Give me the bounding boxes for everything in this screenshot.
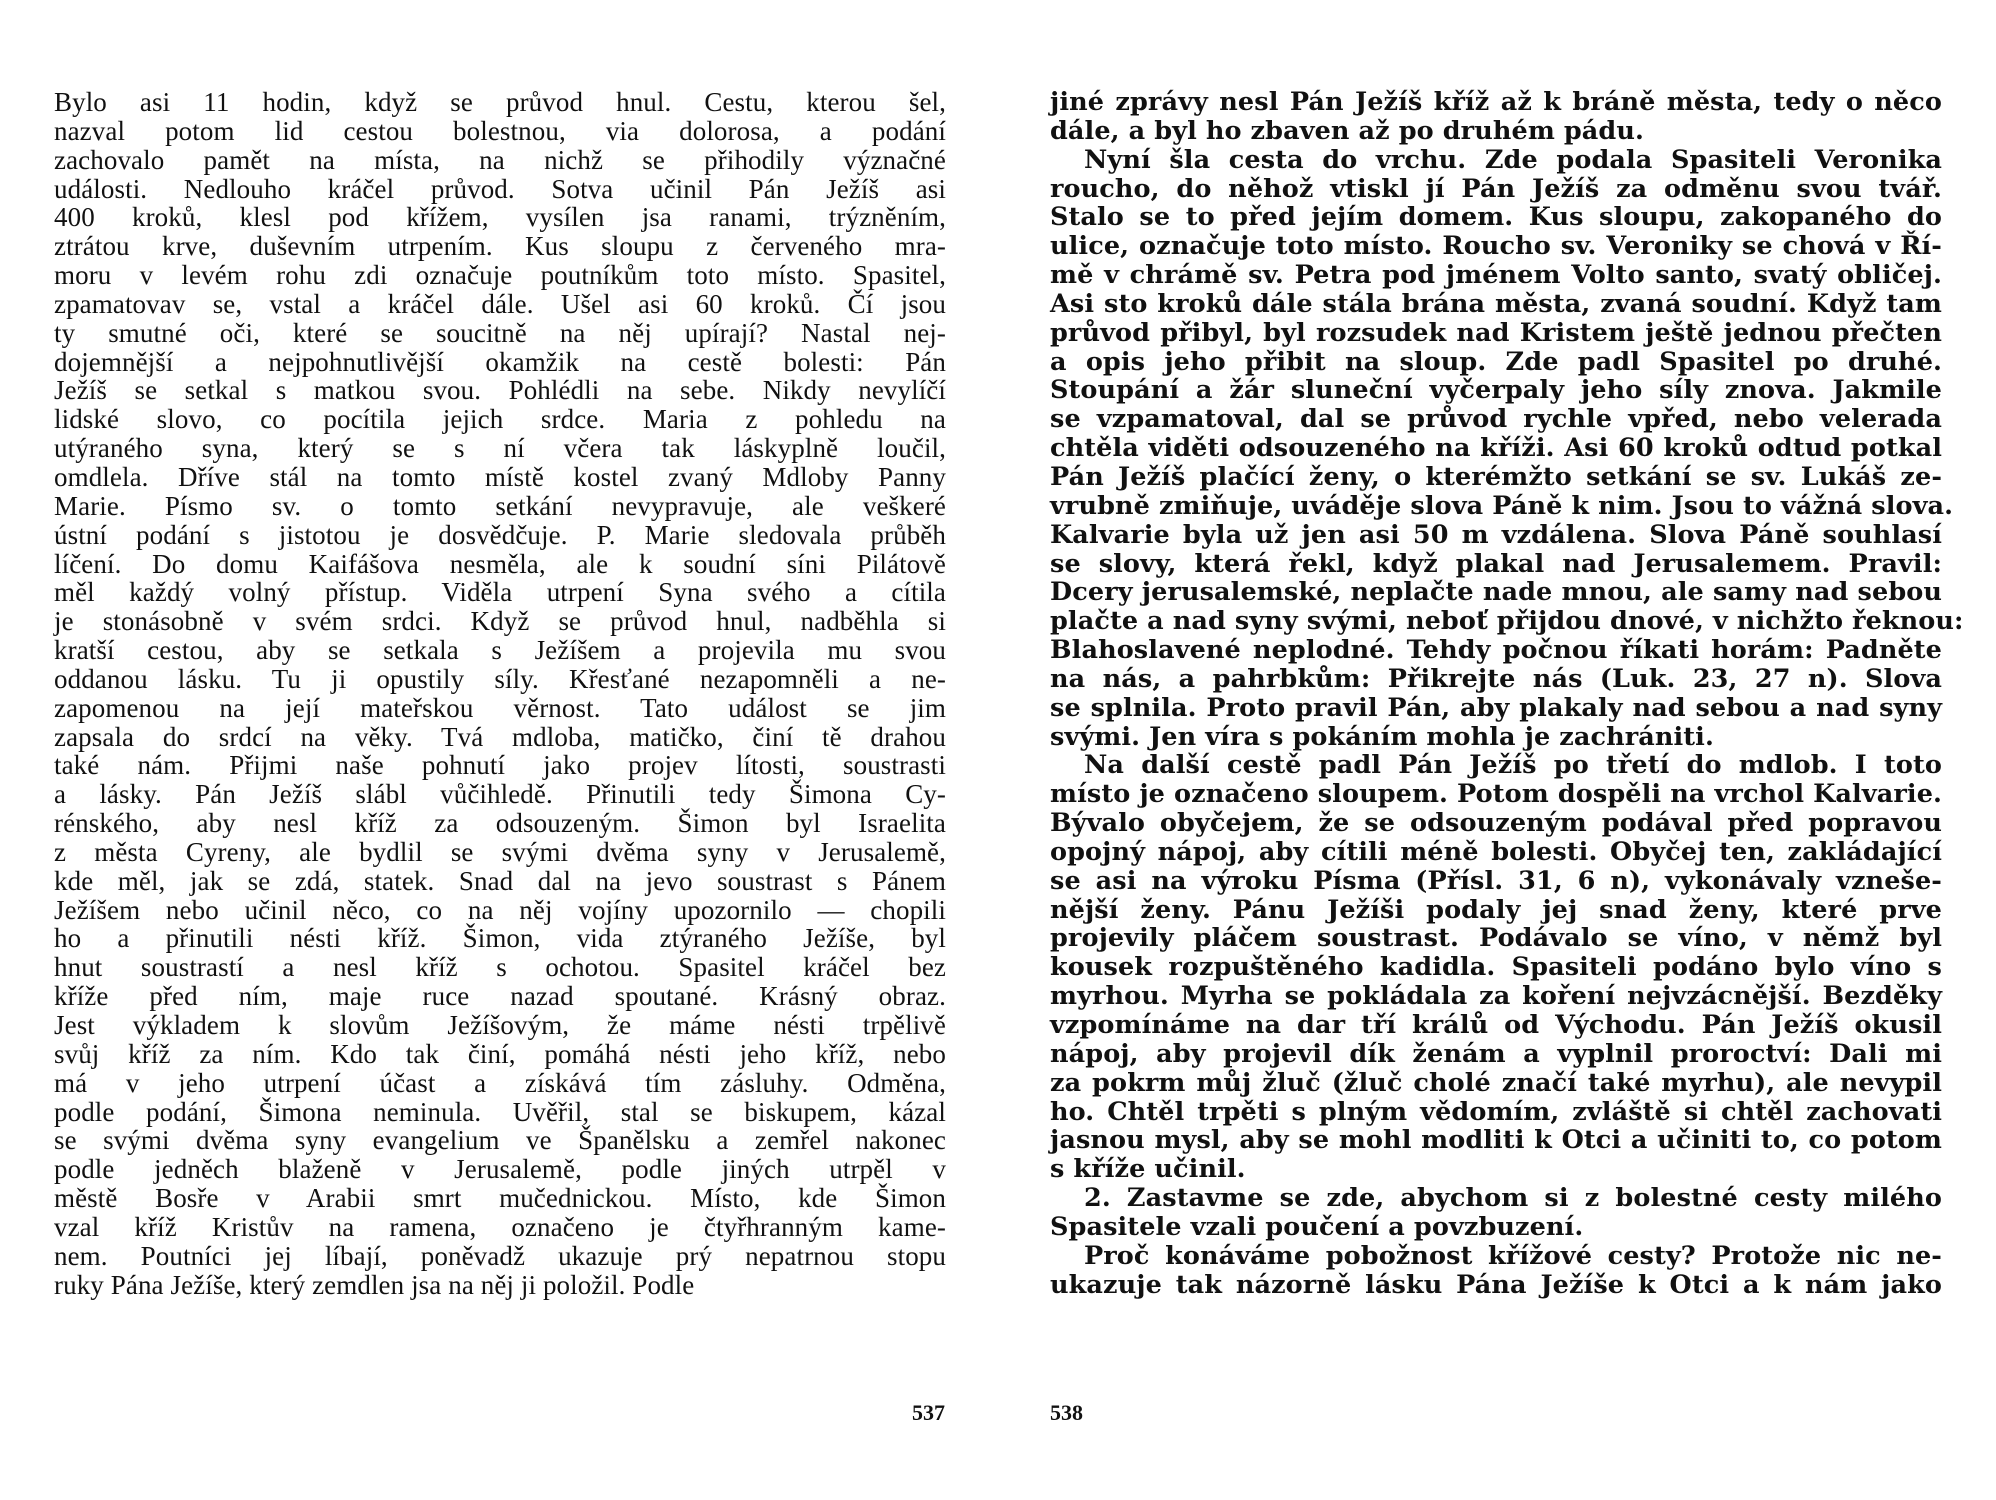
text-line: události. Nedlouho kráčel průvod. Sotva učinil Pán Ježíš asi xyxy=(54,173,946,204)
text-line: Proč konáváme pobožnost křížové cesty? Protože nic ne- xyxy=(1084,1240,1942,1271)
text-line: ho a přinutili nésti kříž. Šimon, vida ztýraného Ježíše, byl xyxy=(54,923,946,954)
text-line: se splnila. Proto pravil Pán, aby plakaly nad sebou a nad syny xyxy=(1050,692,1942,723)
text-line: kříže před ním, maje ruce nazad spoutané. Krásný obraz. xyxy=(54,981,946,1012)
text-line: utýraného syna, který se s ní včera tak láskyplně loučil, xyxy=(54,433,946,464)
text-line: ho. Chtěl trpěti s plným vědomím, zvláště si chtěl zachovati xyxy=(1050,1096,1942,1127)
left-page-text xyxy=(54,88,946,1299)
text-line: 2. Zastavme se zde, abychom si z bolestné cesty milého xyxy=(1084,1183,1942,1214)
text-line: jasnou mysl, aby se mohl modliti k Otci a učiniti to, co potom xyxy=(1050,1125,1942,1156)
text-line: Bývalo obyčejem, že se odsouzeným podával před popravou xyxy=(1050,808,1942,839)
text-line: moru v levém rohu zdi označuje poutníkům toto místo. Spasitel, xyxy=(54,260,946,291)
text-line: zapomenou na její mateřskou věrnost. Tato událost se jim xyxy=(54,692,946,723)
text-line: Ježíš se setkal s matkou svou. Pohlédli na sebe. Nikdy nevylíčí xyxy=(54,375,946,406)
text-line: místo je označeno sloupem. Potom dospěli na vrchol Kalvarie. xyxy=(1050,779,1942,810)
text-line: svými. Jen víra s pokáním mohla je zachrániti. xyxy=(1050,721,1714,752)
text-line: mě v chrámě sv. Petra pod jménem Volto santo, svatý obličej. xyxy=(1050,260,1942,291)
text-line: Na další cestě padl Pán Ježíš po třetí do mdlob. I toto xyxy=(1084,750,1942,781)
text-line: nem. Poutníci jej líbají, poněvadž ukazuje prý nepatrnou stopu xyxy=(54,1240,946,1271)
text-line: ukazuje tak názorně lásku Pána Ježíše k Otci a k nám jako xyxy=(1050,1269,1942,1300)
text-line: Stalo se to před jejím domem. Kus sloupu, zakopaného do xyxy=(1050,202,1942,233)
text-line: měl každý volný přístup. Viděla utrpení Syna svého a cítila xyxy=(54,577,946,608)
text-line: kde měl, jak se zdá, statek. Snad dal na jevo soustrast s Pánem xyxy=(54,865,946,896)
text-line: s kříže učinil. xyxy=(1050,1154,1246,1185)
text-line: myrhou. Myrha se pokládala za koření nejvzácnější. Bezděky xyxy=(1050,981,1942,1012)
text-line: hnut soustrastí a nesl kříž s ochotou. Spasitel kráčel bez xyxy=(54,952,946,983)
text-line: také nám. Přijmi naše pohnutí jako projev lítosti, soustrasti xyxy=(54,750,946,781)
text-line: nější ženy. Pánu Ježíši podaly jej snad ženy, které prve xyxy=(1050,894,1942,925)
text-line: ruky Pána Ježíše, který zemdlen jsa na něj ji položil. Podle xyxy=(54,1269,695,1300)
text-line: Nyní šla cesta do vrchu. Zde podala Spasiteli Veronika xyxy=(1084,144,1942,175)
text-line: opojný nápoj, aby cítili méně bolesti. Obyčej ten, zakládající xyxy=(1050,836,1942,867)
text-line: líčení. Do domu Kaifášova nesměla, ale k soudní síni Pilátově xyxy=(54,548,946,579)
text-line: Jest výkladem k slovům Ježíšovým, že máme nésti trpělivě xyxy=(54,1010,946,1040)
text-line: a lásky. Pán Ježíš slábl vůčihledě. Přinutili tedy Šimona Cy- xyxy=(54,779,946,810)
text-line: Dcery jerusalemské, neplačte nade mnou, ale samy nad sebou xyxy=(1050,577,1942,608)
text-line: rénského, aby nesl kříž za odsouzeným. Šimon byl Israelita xyxy=(54,808,946,839)
text-line: průvod přibyl, byl rozsudek nad Kristem ještě jednou přečten xyxy=(1050,317,1942,348)
text-line: Ježíšem nebo učinil něco, co na něj vojíny upozornilo — chopili xyxy=(54,894,946,925)
text-line: Stoupání a žár sluneční vyčerpaly jeho síly znova. Jakmile xyxy=(1050,375,1942,406)
text-line: zapsala do srdcí na věky. Tvá mdloba, matičko, činí tě drahou xyxy=(54,721,946,752)
text-line: a opis jeho přibit na sloup. Zde padl Spasitel po druhé. xyxy=(1050,346,1942,377)
text-line: kousek rozpuštěného kadidla. Spasiteli podáno bylo víno s xyxy=(1050,952,1942,983)
text-line: podle jedněch blaženě v Jerusalemě, podle jiných utrpěl v xyxy=(54,1154,946,1185)
text-line: má v jeho utrpení účast a získává tím zásluhy. Odměna, xyxy=(54,1067,946,1098)
text-line: ztrátou krve, duševním utrpením. Kus sloupu z červeného mra- xyxy=(54,231,946,262)
text-line: městě Bosře v Arabii smrt mučednickou. Místo, kde Šimon xyxy=(54,1183,946,1214)
text-line: jiné zprávy nesl Pán Ježíš kříž až k bráně města, tedy o něco xyxy=(1050,87,1942,117)
right-page xyxy=(998,0,1996,1500)
text-line: podle podání, Šimona neminula. Uvěřil, stal se biskupem, kázal xyxy=(54,1096,946,1127)
text-line: lidské slovo, co pocítila jejich srdce. Maria z pohledu na xyxy=(54,404,946,435)
text-line: ty smutné oči, které se soucitně na něj upírají? Nastal nej- xyxy=(54,317,946,348)
text-line: zpamatovav se, vstal a kráčel dále. Ušel asi 60 kroků. Čí jsou xyxy=(54,288,946,319)
text-line: Spasitele vzali poučení a povzbuzení. xyxy=(1050,1211,1584,1242)
right-page-text xyxy=(1050,87,1964,1300)
text-line: se asi na výroku Písma (Přísl. 31, 6 n), vykonávaly vzneše- xyxy=(1050,865,1942,896)
text-line: je stonásobně v svém srdci. Když se průvod hnul, nadběhla si xyxy=(54,606,946,637)
text-line: dojemnější a nejpohnutlivější okamžik na cestě bolesti: Pán xyxy=(54,346,946,377)
text-line: na nás, a pahrbkům: Přikrejte nás (Luk. 23, 27 n). Slova xyxy=(1050,663,1942,694)
text-line: Asi sto kroků dále stála brána města, zvaná soudní. Když tam xyxy=(1050,288,1942,319)
text-line: plačte a nad syny svými, neboť přijdou dnové, v nichžto řeknou: xyxy=(1050,606,1964,637)
text-line: Pán Ježíš plačící ženy, o kterémžto setkání se sv. Lukáš ze- xyxy=(1050,461,1942,492)
text-line: Kalvarie byla už jen asi 50 m vzdálena. Slova Páně souhlasí xyxy=(1050,519,1942,550)
text-line: vrubně zmiňuje, uváděje slova Páně k nim. Jsou to vážná slova. xyxy=(1050,490,1954,521)
text-line: zachovalo pamět na místa, na nichž se přihodily význačné xyxy=(54,144,946,175)
text-line: nazval potom lid cestou bolestnou, via dolorosa, a podání xyxy=(54,115,946,146)
text-line: projevily pláčem soustrast. Podávalo se víno, v němž byl xyxy=(1050,923,1942,954)
text-line: se vzpamatoval, dal se průvod rychle vpřed, nebo velerada xyxy=(1050,404,1942,435)
text-line: dále, a byl ho zbaven až po druhém pádu. xyxy=(1050,115,1644,146)
page-number: 538 xyxy=(1050,1400,1083,1425)
text-line: oddanou lásku. Tu ji opustily síly. Křesťané nezapomněli a ne- xyxy=(54,663,946,694)
text-line: Bylo asi 11 hodin, když se průvod hnul. Cestu, kterou šel, xyxy=(54,87,946,117)
text-line: Marie. Písmo sv. o tomto setkání nevypravuje, ale veškeré xyxy=(54,490,946,521)
text-line: ulice, označuje toto místo. Roucho sv. Veroniky se chová v Ří- xyxy=(1050,231,1942,262)
text-line: kratší cestou, aby se setkala s Ježíšem a projevila mu svou xyxy=(54,635,946,666)
text-line: roucho, do něhož vtiskl jí Pán Ježíš za odměnu svou tvář. xyxy=(1050,173,1942,204)
text-line: omdlela. Dříve stál na tomto místě kostel zvaný Mdloby Panny xyxy=(54,461,946,492)
text-line: nápoj, aby projevil dík ženám a vyplnil proroctví: Dali mi xyxy=(1050,1038,1942,1069)
text-line: vzal kříž Kristův na ramena, označeno je čtyřhranným kame- xyxy=(54,1211,946,1242)
text-line: se slovy, která řekl, když plakal nad Jerusalemem. Pravil: xyxy=(1050,548,1942,579)
text-line: z města Cyreny, ale bydlil se svými dvěma syny v Jerusalemě, xyxy=(54,836,946,867)
text-line: se svými dvěma syny evangelium ve Španělsku a zemřel nakonec xyxy=(54,1125,946,1156)
text-line: svůj kříž za ním. Kdo tak činí, pomáhá nésti jeho kříž, nebo xyxy=(54,1038,946,1069)
page-number: 537 xyxy=(912,1400,945,1425)
text-line: vzpomínáme na dar tří králů od Východu. Pán Ježíš okusil xyxy=(1050,1010,1942,1040)
text-line: za pokrm můj žluč (žluč cholé značí také myrhu), ale nevypil xyxy=(1050,1067,1942,1098)
text-line: Blahoslavené neplodné. Tehdy počnou říkati horám: Padněte xyxy=(1050,635,1942,666)
text-line: ústní podání s jistotou je dosvědčuje. P. Marie sledovala průběh xyxy=(54,519,946,550)
text-line: chtěla viděti odsouzeného na kříži. Asi 60 kroků odtud potkal xyxy=(1050,433,1942,464)
text-line: 400 kroků, klesl pod křížem, vysílen jsa ranami, trýzněním, xyxy=(54,202,946,233)
